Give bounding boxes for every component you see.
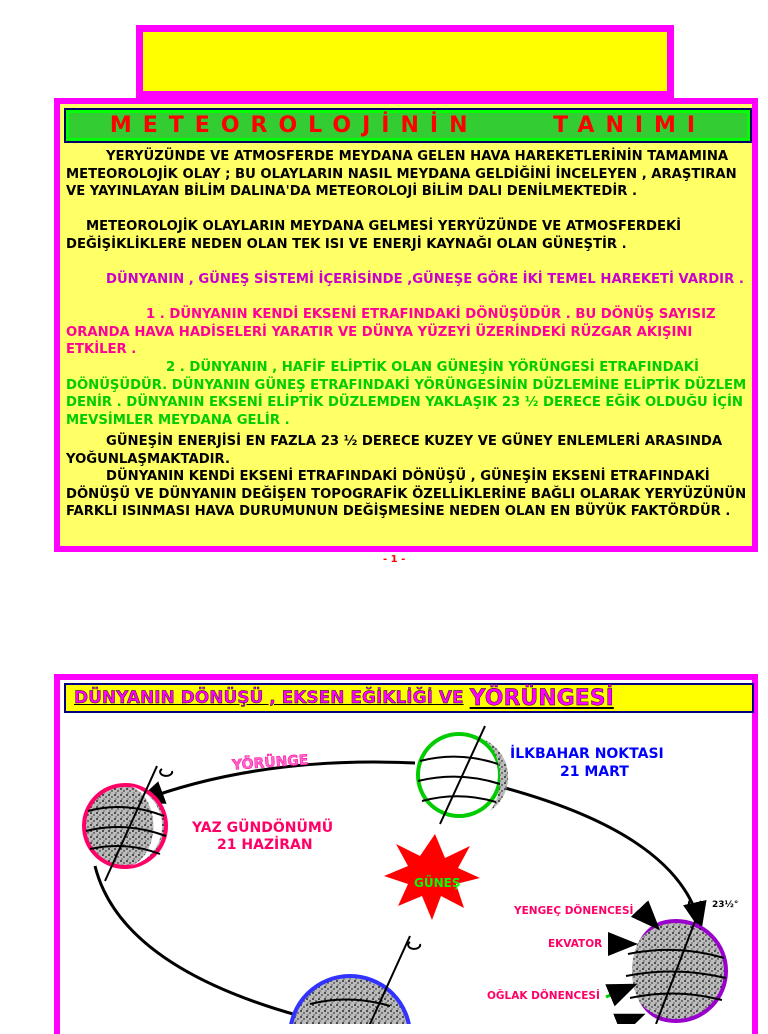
arrow-tropic-cancer: [640, 909, 656, 926]
page-number: - 1 -: [383, 554, 406, 565]
page1-title-box: [64, 108, 752, 143]
paragraph-definition: YERYÜZÜNDE VE ATMOSFERDE MEYDANA GELEN HAVA HAREKETLERİNİN TAMAMINA METEOROLOJİK OLAY ; BU OLAYLARIN NASIL MEYDANA GELDİĞİNİ İNCELEYEN , ARAŞTIRAN VE YAYINLAYAN BİLİM DALINA'DA METEOROLOJİ BİLİM DALI DENİLMEKTEDİR .: [66, 149, 737, 200]
paragraph-energy-latitudes: GÜNEŞİN ENERJİSİ EN FAZLA 23 ½ DERECE KUZEY VE GÜNEY ENLEMLERİ ARASINDA YOĞUNLAŞMAKTADIR.: [66, 434, 723, 467]
paragraph-conclusion: DÜNYANIN KENDİ EKSENİ ETRAFINDAKİ DÖNÜŞÜ , GÜNEŞİN EKSENİ ETRAFINDAKİ DÖNÜŞÜ VE DÜNYANIN DEĞİŞEN TOPOGRAFİK ÖZELLİKLERİNE BAĞLI OLARAK YERYÜZÜNÜN FARKLI ISINMASI HAVA DURUMUNUN DEĞİŞMESİNE NEDEN OLAN EN BÜYÜK FAKTÖRDÜR .: [66, 469, 747, 520]
globe-right: [620, 900, 726, 1024]
orbit-path-left: [95, 866, 300, 1016]
label-sun: GÜNEŞ: [414, 876, 461, 890]
paragraph-sun-energy: METEOROLOJİK OLAYLARIN MEYDANA GELMESİ YERYÜZÜNDE VE ATMOSFERDEKİ DEĞİŞİKLİKLERE NEDEN OLAN TEK ISI VE ENERJİ KAYNAĞI OLAN GÜNEŞTİR .: [66, 219, 682, 252]
label-tropic-cancer: YENGEÇ DÖNENCESİ: [514, 905, 634, 917]
globe-summer-solstice: [84, 766, 172, 881]
label-tilt: 23½°: [712, 900, 739, 910]
page2-title-box: [64, 683, 754, 713]
paragraph-rotation: 1 . DÜNYANIN KENDİ EKSENİ ETRAFINDAKİ DÖNÜŞÜDÜR . BU DÖNÜŞ SAYISIZ ORANDA HAVA HADİSELERİ YARATIR VE DÜNYA YÜZEYİ ÜZERİNDEKİ RÜZGAR AKIŞINI ETKİLER .: [66, 307, 716, 358]
page2-title-part2: YÖRÜNGESİ: [469, 685, 614, 711]
label-summer-solstice: YAZ GÜNDÖNÜMÜ: [192, 820, 334, 836]
page1-title: METEOROLOJİNİN TANIMI: [109, 113, 707, 138]
label-spring-point: İLKBAHAR NOKTASI: [510, 746, 664, 762]
label-summer-date: 21 HAZİRAN: [217, 837, 313, 853]
paragraph-revolution: 2 . DÜNYANIN , HAFİF ELİPTİK OLAN GÜNEŞİN YÖRÜNGESİ ETRAFINDAKİ DÖNÜŞÜDÜR. DÜNYANIN GÜNEŞ ETRAFINDAKİ YÖRÜNGESİNİN DÜZLEMİNE ELİPTİK DÜZLEM DENİR . DÜNYANIN EKSENİ ELİPTİK DÜZLEMDEN YAKLAŞIK 23 ½ DERECE EĞİK OLDUĞU İÇİN MEVSİMLER MEYDANA GELİR .: [66, 360, 747, 428]
paragraph-two-motions: DÜNYANIN , GÜNEŞ SİSTEMİ İÇERİSİNDE ,GÜNEŞE GÖRE İKİ TEMEL HAREKETİ VARDIR .: [106, 272, 744, 287]
top-banner: [136, 25, 674, 98]
globe-spring-equinox: [418, 726, 508, 824]
label-equator: EKVATOR: [548, 938, 603, 950]
label-spring-date: 21 MART: [560, 764, 629, 780]
orbit-diagram: [60, 716, 758, 1024]
label-orbit: YÖRÜNGE: [231, 752, 309, 774]
arrow-bottom-right: [620, 1016, 640, 1024]
page2-title-part1: DÜNYANIN DÖNÜŞÜ , EKSEN EĞİKLİĞİ VE: [74, 688, 464, 708]
globe-bottom: [290, 936, 420, 1024]
label-tropic-capricorn: OĞLAK DÖNENCESİ: [487, 990, 600, 1002]
top-banner-fill: [143, 32, 667, 91]
